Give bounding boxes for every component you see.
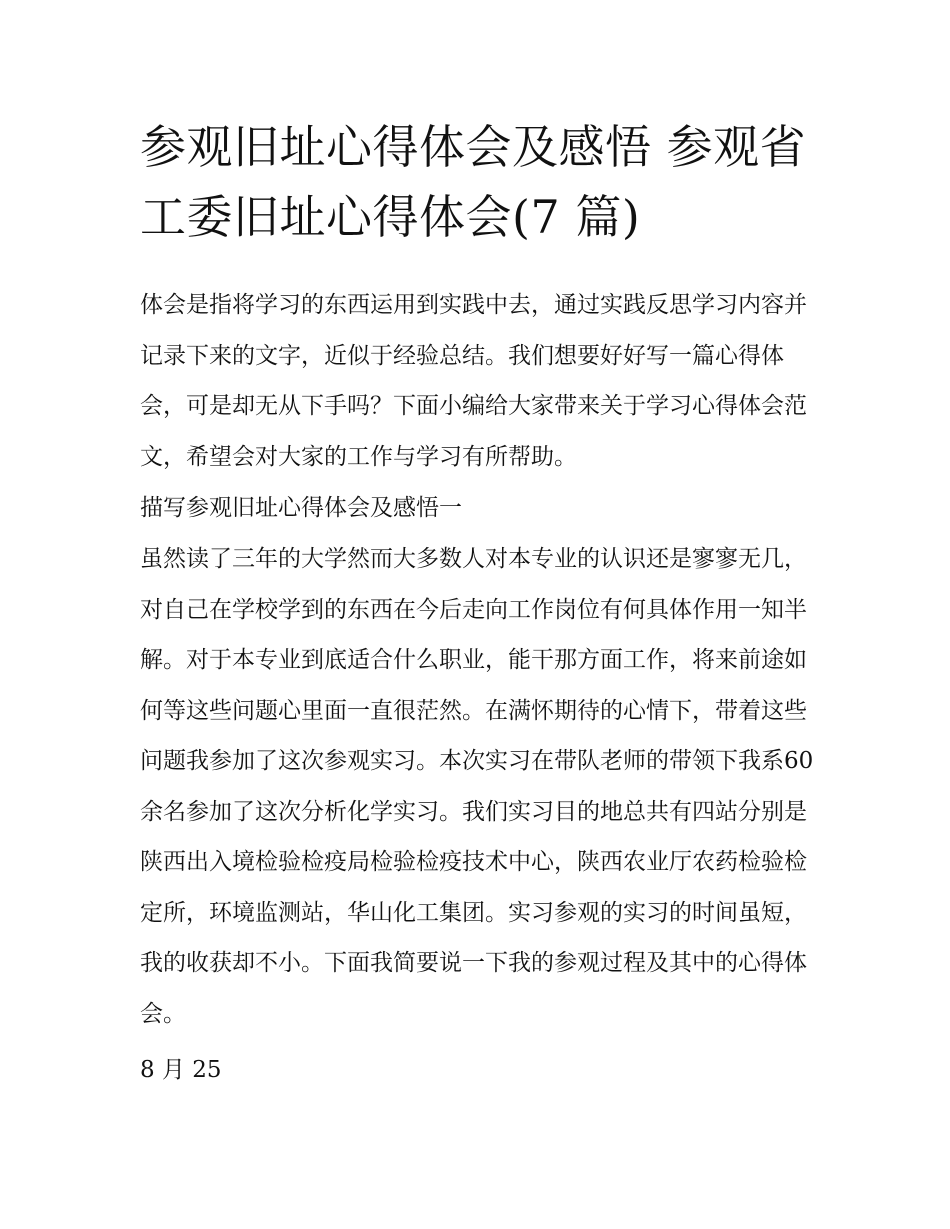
document-body [140, 280, 820, 1096]
body-paragraph: 虽然读了三年的大学然而大多数人对本专业的认识还是寥寥无几，对自己在学校学到的东西在今后走向工作岗位有何具体作用一知半解。对于本专业到底适合什么职业，能干那方面工作，将来前途如何等这些问题心里面一直很茫然。在满怀期待的心情下，带着这些问题我参加了这次参观实习。本次实习在带队老师的带领下我系60余名参加了这次分析化学实习。我们实习目的地总共有四站分别是陕西出入境检验检疫局检验检疫技术中心，陕西农业厅农药检验检定所，环境监测站，华山化工集团。实习参观的实习的时间虽短，我的收获却不小。下面我简要说一下我的参观过程及其中的心得体会。 [140, 546, 814, 1027]
document-title: 参观旧址心得体会及感悟 参观省工委旧址心得体会(7 篇) [140, 120, 807, 244]
date-line: 8 月 25 [140, 1057, 222, 1083]
intro-paragraph: 体会是指将学习的东西运用到实践中去，通过实践反思学习内容并记录下来的文字，近似于经验总结。我们想要好好写一篇心得体会，可是却无从下手吗？下面小编给大家带来关于学习心得体会范文，希望会对大家的工作与学习有所帮助。 [140, 292, 807, 470]
section-heading: 描写参观旧址心得体会及感悟一 [140, 495, 462, 521]
